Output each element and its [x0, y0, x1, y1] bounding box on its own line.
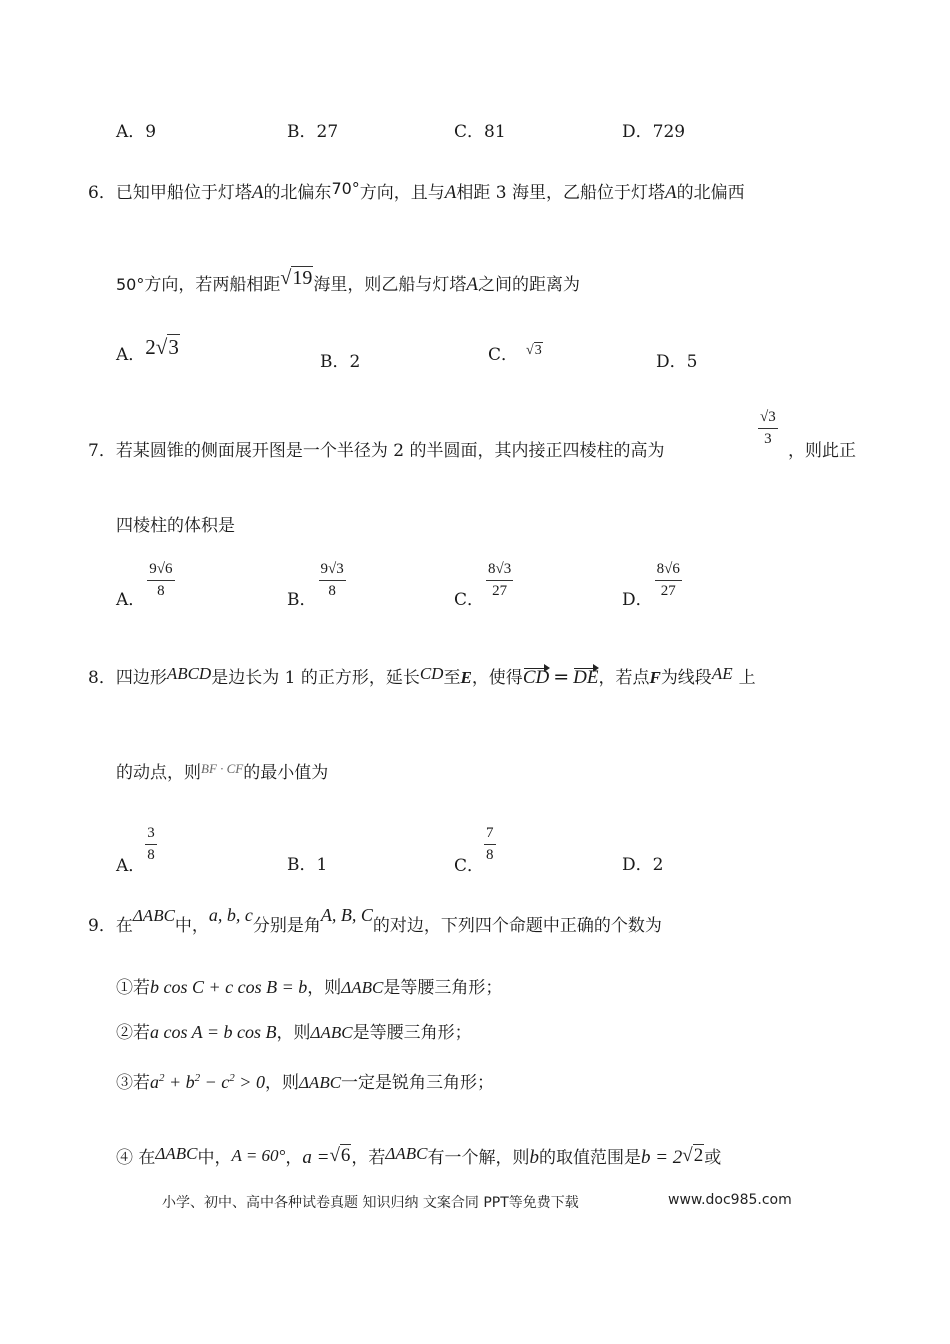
q6-option-c: C． $^{√3}$: [488, 343, 542, 365]
q7-option-a: A． $\frac{9√6}{8}$: [116, 561, 173, 610]
footer-text: 小学、初中、高中各种试卷真题 知识归纳 文案合同 PPT等免费下载: [162, 1195, 579, 1211]
q6-option-b: B．2: [320, 352, 361, 372]
question-number: 6．: [88, 183, 116, 203]
q9-proposition-4: ④ 在ΔABC中，A = 60°，a =√6，若ΔABC有一个解，则b的取值范围是b = 2√2或: [116, 1144, 722, 1168]
q8-option-c: C． $\frac{7}{8}$: [454, 825, 494, 876]
q8-line1: 8．四边形ABCD是边长为 1 的正方形，延长CD至E，使得CD = DE，若点F为线段AE 上: [88, 664, 756, 688]
footer-url[interactable]: www.doc985.com: [668, 1192, 792, 1208]
q5-option-c: C．81: [454, 122, 506, 142]
vector-cd: CD: [522, 667, 550, 688]
q7-line1-end: ，则此正: [788, 441, 856, 461]
q6-option-d: D．5: [656, 352, 698, 372]
vector-de: DE: [573, 667, 599, 688]
question-number: 8．: [88, 668, 116, 688]
q7-option-b: B． $\frac{9√3}{8}$: [287, 561, 344, 610]
q8-option-b: B．1: [287, 855, 328, 875]
question-number: 9．: [88, 916, 116, 936]
sqrt-19: √19: [280, 267, 313, 289]
q8-option-a: A． $\frac{3}{8}$: [116, 825, 155, 876]
q9-proposition-2: ②若a cos A = b cos B，则ΔABC是等腰三角形；: [116, 1022, 472, 1043]
q7-height-fraction: $\frac{√3}{3}$: [760, 409, 776, 447]
q5-option-b: B．27: [287, 122, 339, 142]
q9-proposition-3: ③若$a^2 + b^2 - c^2 > 0$，则ΔABC一定是锐角三角形；: [116, 1072, 495, 1093]
q6-option-a: A．2√3: [116, 335, 179, 365]
q8-line2: 的动点，则$^{BF \cdot CF}$的最小值为: [116, 761, 329, 783]
q6-line2: 50°方向，若两船相距√19海里，则乙船与灯塔A之间的距离为: [116, 267, 580, 295]
q9-proposition-1: ①若b cos C + c cos B = b，则ΔABC是等腰三角形；: [116, 977, 503, 998]
q9-line1: 9．在ΔABC中，a, b, c分别是角A, B, C的对边，下列四个命题中正确的个数为: [88, 905, 662, 936]
q7-option-c: C． $\frac{8√3}{27}$: [454, 561, 512, 610]
q8-option-d: D．2: [622, 855, 664, 875]
q7-line1: 7．若某圆锥的侧面展开图是一个半径为 2 的半圆面，其内接正四棱柱的高为: [88, 441, 665, 461]
q5-option-a: A．9: [116, 122, 157, 142]
q5-option-d: D．729: [622, 122, 686, 142]
question-number: 7．: [88, 441, 116, 461]
q6-line1: 6．已知甲船位于灯塔A的北偏东70°方向，且与A相距 3 海里，乙船位于灯塔A的北偏西: [88, 179, 745, 203]
q7-option-d: D． $\frac{8√6}{27}$: [622, 561, 680, 610]
q7-line2: 四棱柱的体积是: [116, 516, 235, 536]
